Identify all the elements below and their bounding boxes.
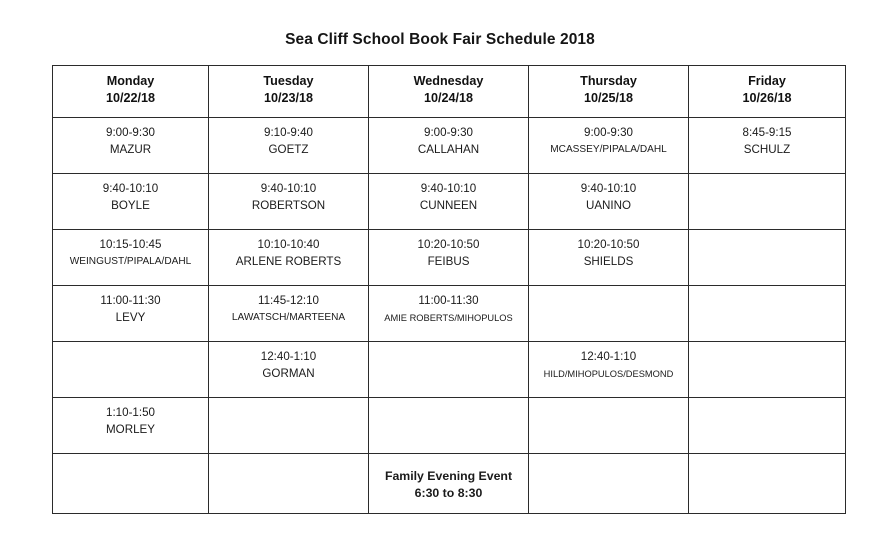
schedule-cell bbox=[369, 174, 529, 230]
slot-time: 9:40-10:10 bbox=[420, 182, 477, 195]
slot-name: LEVY bbox=[115, 310, 146, 324]
slot-name: MCASSEY/PIPALA/DAHL bbox=[550, 143, 667, 155]
slot-name: GORMAN bbox=[262, 366, 315, 380]
schedule-cell bbox=[53, 286, 209, 342]
schedule-cell bbox=[209, 230, 369, 286]
slot-name: ROBERTSON bbox=[251, 198, 326, 212]
slot-name: BOYLE bbox=[111, 198, 150, 212]
schedule-cell bbox=[209, 118, 369, 174]
schedule-cell-empty bbox=[529, 454, 689, 514]
schedule-cell-empty bbox=[529, 286, 689, 342]
event-time: 6:30 to 8:30 bbox=[414, 486, 483, 500]
table-row bbox=[53, 174, 846, 230]
schedule-cell bbox=[53, 230, 209, 286]
column-header-date: 10/25/18 bbox=[583, 91, 634, 105]
page-title: Sea Cliff School Book Fair Schedule 2018 bbox=[285, 31, 595, 48]
book-fair-schedule-table bbox=[52, 65, 846, 514]
event-title: Family Evening Event bbox=[384, 469, 513, 483]
schedule-cell-empty bbox=[689, 454, 846, 514]
column-header-monday bbox=[53, 66, 209, 118]
schedule-cell bbox=[369, 230, 529, 286]
schedule-cell-empty bbox=[53, 454, 209, 514]
schedule-cell bbox=[529, 230, 689, 286]
slot-time: 11:00-11:30 bbox=[418, 294, 479, 307]
column-header-day: Wednesday bbox=[413, 74, 484, 88]
slot-time: 10:10-10:40 bbox=[257, 238, 320, 251]
slot-time: 9:40-10:10 bbox=[580, 182, 637, 195]
slot-name: CALLAHAN bbox=[417, 142, 480, 156]
schedule-cell bbox=[689, 118, 846, 174]
schedule-cell-empty bbox=[209, 398, 369, 454]
schedule-cell bbox=[529, 342, 689, 398]
schedule-cell bbox=[209, 286, 369, 342]
table-row bbox=[53, 230, 846, 286]
slot-name: ARLENE ROBERTS bbox=[235, 254, 342, 268]
table-row bbox=[53, 286, 846, 342]
table-header-row bbox=[53, 66, 846, 118]
slot-name: LAWATSCH/MARTEENA bbox=[231, 311, 346, 323]
slot-time: 10:20-10:50 bbox=[417, 238, 480, 251]
table-row bbox=[53, 342, 846, 398]
slot-name: MAZUR bbox=[109, 142, 152, 156]
column-header-wednesday bbox=[369, 66, 529, 118]
schedule-cell bbox=[529, 174, 689, 230]
slot-time: 9:10-9:40 bbox=[264, 126, 313, 139]
schedule-cell-empty bbox=[529, 398, 689, 454]
slot-time: 9:40-10:10 bbox=[260, 182, 317, 195]
schedule-cell bbox=[209, 174, 369, 230]
schedule-cell bbox=[53, 118, 209, 174]
schedule-cell bbox=[53, 398, 209, 454]
slot-name: CUNNEEN bbox=[419, 198, 478, 212]
slot-name: FEIBUS bbox=[427, 254, 470, 268]
slot-time: 11:00-11:30 bbox=[100, 294, 161, 307]
schedule-cell-empty bbox=[689, 174, 846, 230]
column-header-tuesday bbox=[209, 66, 369, 118]
column-header-day: Friday bbox=[748, 74, 786, 88]
column-header-date: 10/26/18 bbox=[742, 91, 792, 105]
slot-time: 1:10-1:50 bbox=[106, 406, 155, 419]
schedule-cell-empty bbox=[689, 342, 846, 398]
column-header-thursday bbox=[529, 66, 689, 118]
schedule-cell bbox=[53, 174, 209, 230]
schedule-cell bbox=[529, 118, 689, 174]
schedule-cell-empty bbox=[209, 454, 369, 514]
schedule-cell bbox=[369, 118, 529, 174]
column-header-day: Tuesday bbox=[263, 74, 314, 88]
slot-name: GOETZ bbox=[268, 142, 309, 156]
family-evening-event-cell bbox=[369, 454, 529, 514]
slot-name: SCHULZ bbox=[743, 142, 791, 156]
schedule-cell-empty bbox=[689, 398, 846, 454]
schedule-cell bbox=[369, 286, 529, 342]
column-header-date: 10/24/18 bbox=[423, 91, 474, 105]
slot-time: 9:00-9:30 bbox=[584, 126, 633, 139]
slot-time: 10:20-10:50 bbox=[577, 238, 640, 251]
slot-name: SHIELDS bbox=[583, 254, 634, 268]
column-header-day: Thursday bbox=[580, 74, 637, 88]
slot-time: 11:45-12:10 bbox=[257, 294, 320, 307]
slot-name: WEINGUST/PIPALA/DAHL bbox=[69, 255, 192, 267]
schedule-cell-empty bbox=[369, 342, 529, 398]
slot-time: 9:40-10:10 bbox=[102, 182, 159, 195]
column-header-friday bbox=[689, 66, 846, 118]
slot-name: MORLEY bbox=[106, 422, 155, 436]
slot-name: UANINO bbox=[585, 198, 632, 212]
table-row bbox=[53, 454, 846, 514]
slot-time: 12:40-1:10 bbox=[260, 350, 317, 363]
slot-time: 9:00-9:30 bbox=[106, 126, 155, 139]
slot-time: 9:00-9:30 bbox=[424, 126, 473, 139]
schedule-cell-empty bbox=[689, 230, 846, 286]
slot-time: 8:45-9:15 bbox=[742, 126, 792, 139]
table-row bbox=[53, 118, 846, 174]
slot-name: AMIE ROBERTS/MIHOPULOS bbox=[384, 312, 513, 323]
column-header-day: Monday bbox=[106, 74, 155, 88]
schedule-cell bbox=[209, 342, 369, 398]
table-row bbox=[53, 398, 846, 454]
schedule-cell-empty bbox=[53, 342, 209, 398]
slot-time: 10:15-10:45 bbox=[99, 238, 162, 251]
schedule-cell-empty bbox=[689, 286, 846, 342]
slot-time: 12:40-1:10 bbox=[580, 350, 637, 363]
schedule-cell-empty bbox=[369, 398, 529, 454]
column-header-date: 10/23/18 bbox=[263, 91, 314, 105]
slot-name: HILD/MIHOPULOS/DESMOND bbox=[543, 368, 674, 379]
column-header-date: 10/22/18 bbox=[105, 91, 156, 105]
